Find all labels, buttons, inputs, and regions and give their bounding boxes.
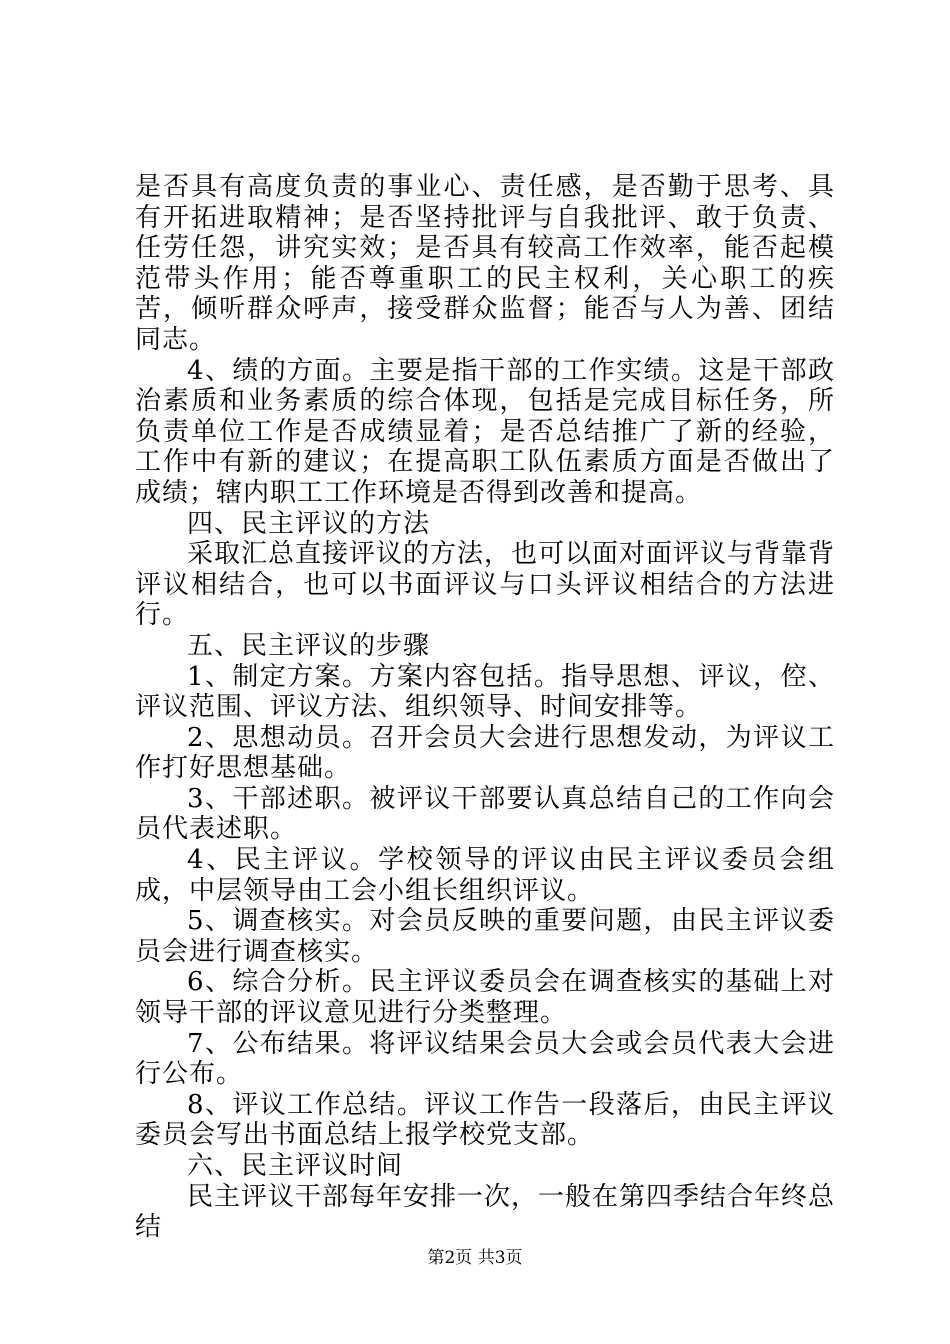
paragraph: 1、制定方案。方案内容包括。指导思想、评议，倥、评议范围、评议方法、组织领导、时间安排等。 (135, 661, 835, 723)
paragraph: 民主评议干部每年安排一次，一般在第四季结合年终总结 (135, 1181, 836, 1243)
paragraph: 采取汇总直接评议的方法，也可以面对面评议与背靠背评议相结合，也可以书面评议与口头评议相结合的方法进行。 (135, 539, 836, 631)
paragraph: 7、公布结果。将评议结果会员大会或会员代表大会进行公布。 (135, 1028, 835, 1090)
paragraph: 五、民主评议的步骤 (187, 630, 431, 661)
page-footer: 第2页 共3页 (427, 1248, 523, 1268)
paragraph: 6、综合分析。民主评议委员会在调查核实的基础上对领导干部的评议意见进行分类整理。 (135, 967, 835, 1029)
document-body (135, 172, 835, 1243)
paragraph: 六、民主评议时间 (187, 1151, 404, 1181)
paragraph: 4、民主评议。学校领导的评议由民主评议委员会组成，中层领导由工会小组长组织评议。 (135, 845, 835, 906)
paragraph: 是否具有高度负责的事业心、责任感，是否勤于思考、具有开拓进取精神；是否坚持批评与自我批评、敢于负责、任劳任怨，讲究实效；是否具有较高工作效率，能否起模范带头作用；能否尊重职工的民主权利，关心职工的疾苦，倾听群众呼声，接受群众监督；能否与人为善、团结同志。 (135, 172, 835, 355)
paragraph: 4、绩的方面。主要是指干部的工作实绩。这是干部政治素质和业务素质的综合体现，包括是完成目标任务，所负责单位工作是否成绩显着；是否总结推广了新的经验，工作中有新的建议；在提高职工队伍素质方面是否做出了成绩；辖内职工工作环境是否得到改善和提高。 (135, 355, 835, 508)
paragraph: 8、评议工作总结。评议工作告一段落后，由民主评议委员会写出书面总结上报学校党支部。 (135, 1089, 835, 1151)
paragraph: 5、调查核实。对会员反映的重要问题，由民主评议委员会进行调查核实。 (135, 906, 835, 967)
paragraph: 四、民主评议的方法 (187, 508, 431, 539)
paragraph: 2、思想动员。召开会员大会进行思想发动，为评议工作打好思想基础。 (135, 722, 835, 784)
paragraph: 3、干部述职。被评议干部要认真总结自己的工作向会员代表述职。 (135, 783, 835, 845)
